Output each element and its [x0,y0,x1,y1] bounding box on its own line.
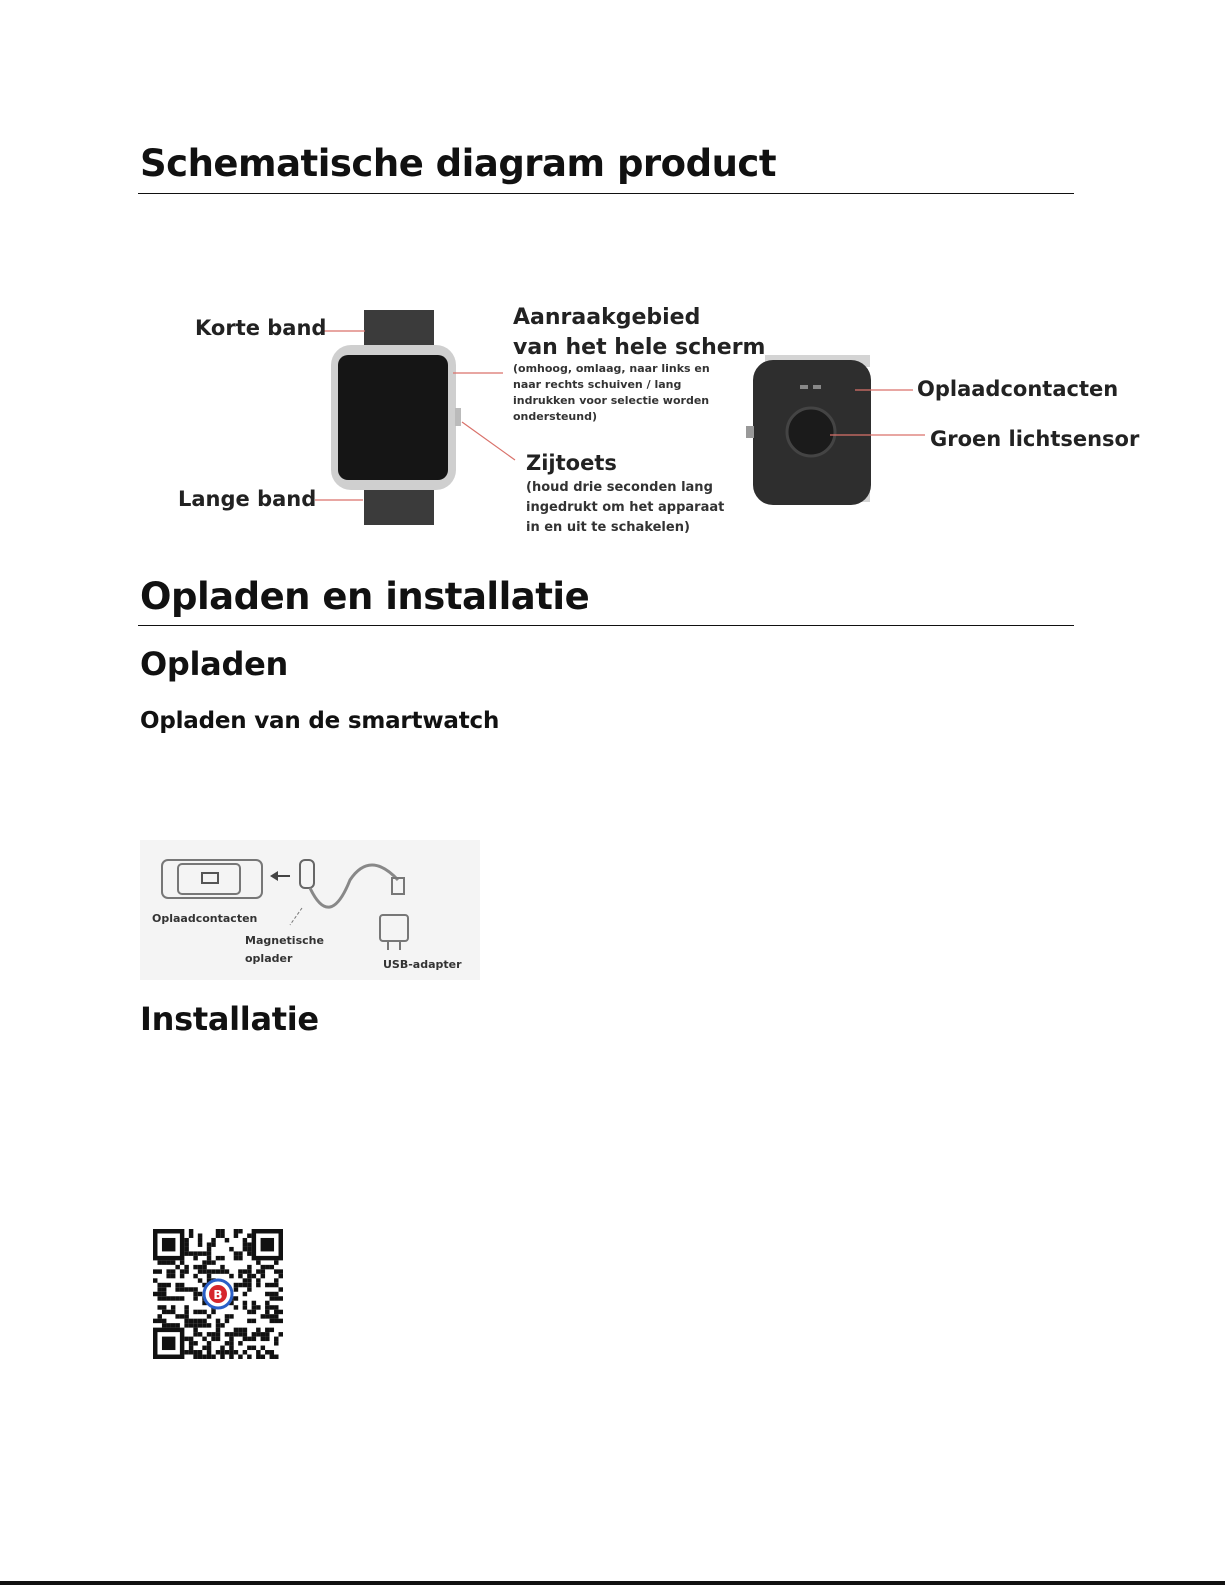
charger-diagram [140,840,480,980]
title-rule [138,625,1074,626]
charger-label-contacts: Oplaadcontacten [152,912,258,925]
label-sensor: Groen lichtsensor [930,427,1140,451]
section-title-charging: Opladen en installatie [140,575,590,618]
product-diagram [175,300,1140,545]
title-rule [138,193,1074,194]
label-side-desc-1: (houd drie seconden lang [526,480,713,495]
side-button-shape [455,408,461,426]
section-title-schematic: Schematische diagram product [140,142,777,185]
label-side-desc-2: ingedrukt om het apparaat [526,500,725,515]
subsubsection-opladen-smartwatch: Opladen van de smartwatch [140,708,500,734]
qr-code-image [149,1229,287,1359]
charger-label-magnetic-1: Magnetische [245,934,324,947]
qr-code[interactable] [149,1229,287,1359]
label-side-title: Zijtoets [526,451,617,475]
label-touch-desc-2: naar rechts schuiven / lang [513,378,682,391]
label-lange-band: Lange band [178,487,317,511]
label-touch-title-1: Aanraakgebied [513,305,701,330]
label-touch-desc-4: ondersteund) [513,410,597,423]
label-korte-band: Korte band [195,316,327,340]
label-touch-desc-1: (omhoog, omlaag, naar links en [513,362,710,375]
subsection-opladen: Opladen [140,645,288,683]
label-side-desc-3: in en uit te schakelen) [526,520,690,535]
watch-screen [338,355,448,480]
charger-label-magnetic-2: oplader [245,952,293,965]
svg-text:B: B [213,1288,223,1302]
label-touch-title-2: van het hele scherm [513,335,766,360]
sensor-shape [787,408,835,456]
label-contacts: Oplaadcontacten [917,377,1119,401]
page-bottom-border [0,1581,1225,1585]
charger-label-usb: USB-adapter [383,958,462,971]
subsection-installatie: Installatie [140,1000,319,1038]
label-touch-desc-3: indrukken voor selectie worden [513,394,710,407]
short-band-shape [364,310,434,350]
